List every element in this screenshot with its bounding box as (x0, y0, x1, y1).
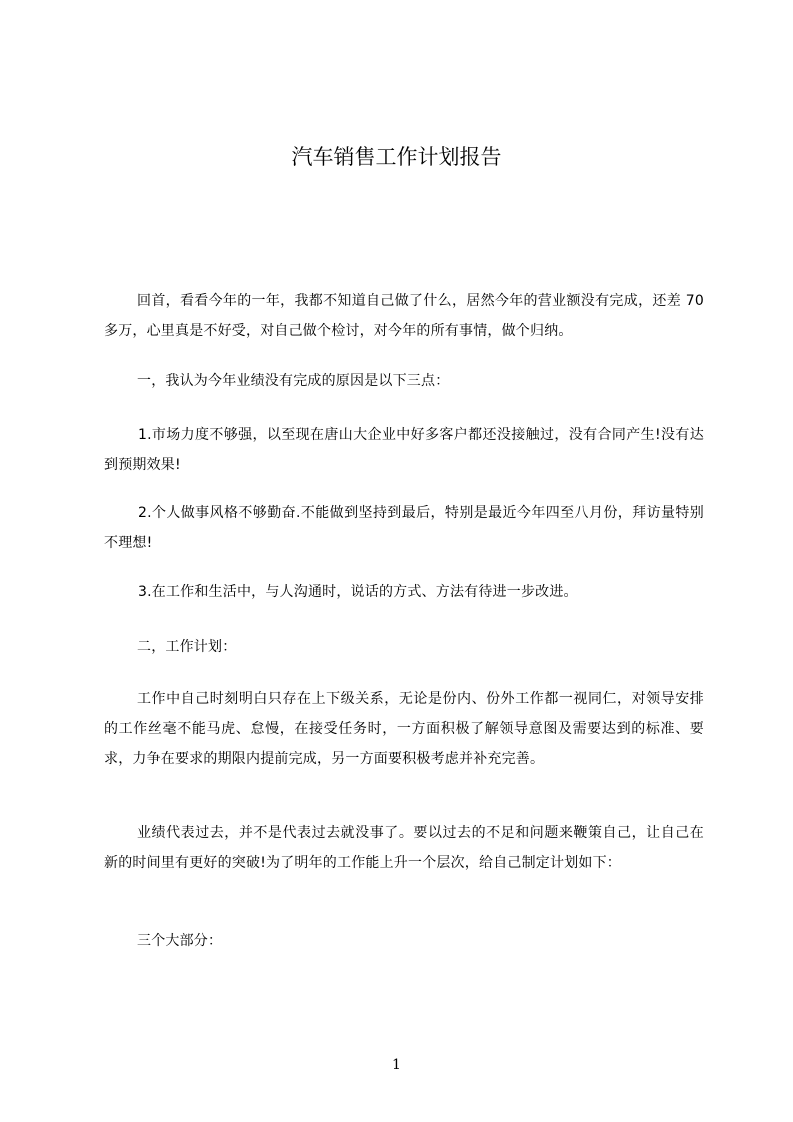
paragraph-work-attitude: 工作中自己时刻明白只存在上下级关系，无论是份内、份外工作都一视同仁，对领导安排的工作丝毫不能马虎、怠慢，在接受任务时，一方面积极了解领导意图及需要达到的标准、要求，力争在要求的期限内提前完成，另一方面要积极考虑并补充完善。 (104, 691, 704, 767)
section-heading-reasons: 一，我认为今年业绩没有完成的原因是以下三点： (137, 373, 450, 389)
page-number: 1 (392, 1057, 401, 1073)
reason-item-1: 1.市场力度不够强，以至现在唐山大企业中好多客户都还没接触过，没有合同产生!没有达到预期效果! (104, 427, 704, 473)
paragraph-intro: 回首，看看今年的一年，我都不知道自己做了什么，居然今年的营业额没有完成，还差 70 多万，心里真是不好受，对自己做个检讨，对今年的所有事情，做个归纳。 (104, 293, 704, 339)
reason-item-3: 3.在工作和生活中，与人沟通时，说话的方式、方法有待进一步改进。 (138, 584, 578, 600)
section-heading-three-parts: 三个大部分： (137, 933, 223, 949)
document-title: 汽车销售工作计划报告 (291, 145, 502, 169)
paragraph-performance: 业绩代表过去，并不是代表过去就没事了。要以过去的不足和问题来鞭策自己，让自己在新的时间里有更好的突破!为了明年的工作能上升一个层次，给自己制定计划如下： (104, 825, 704, 871)
reason-item-2: 2.个人做事风格不够勤奋.不能做到坚持到最后，特别是最近今年四至八月份，拜访量特别不理想! (104, 505, 704, 551)
section-heading-plan: 二，工作计划： (137, 639, 237, 655)
